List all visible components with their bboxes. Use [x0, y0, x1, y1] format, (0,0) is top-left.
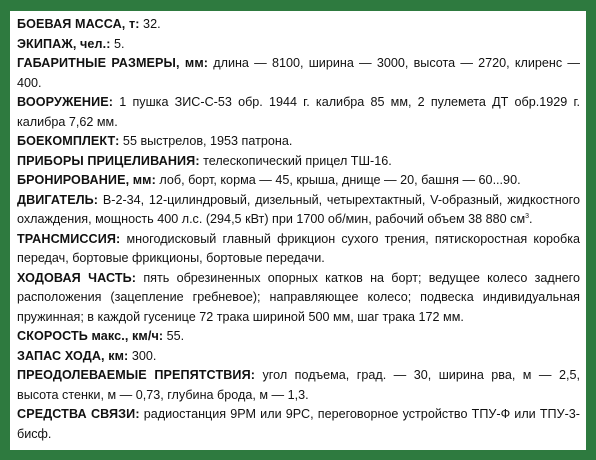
spec-label: СРЕДСТВА СВЯЗИ: — [17, 407, 140, 421]
spec-value-tail: . — [529, 212, 533, 226]
spec-range — [17, 347, 580, 367]
spec-combat-weight — [17, 15, 580, 35]
spec-obstacles — [17, 366, 580, 405]
spec-engine — [17, 191, 580, 230]
spec-value: многодисковый главный фрикцион сухого трения, пятискоростная коробка передач, бортовые фрикционы, бортовые передачи. — [17, 231, 580, 265]
spec-max-speed — [17, 327, 580, 347]
spec-value: радиостанция 9РМ или 9РС, переговорное устройство ТПУ-Ф или ТПУ-3-бисф. — [17, 407, 581, 441]
spec-ammunition — [17, 132, 580, 152]
spec-value: 32. — [139, 17, 161, 31]
spec-armament — [17, 93, 580, 132]
spec-value: 55 выстрелов, 1953 патрона. — [119, 134, 293, 148]
spec-label: БРОНИРОВАНИЕ, мм: — [17, 173, 156, 187]
spec-label: ХОДОВАЯ ЧАСТЬ: — [17, 270, 137, 285]
spec-value: 55. — [163, 329, 185, 343]
spec-label: ПРИБОРЫ ПРИЦЕЛИВАНИЯ: — [17, 153, 200, 168]
spec-running-gear — [17, 269, 580, 328]
spec-crew — [17, 35, 580, 55]
spec-value: 1 пушка ЗИС-С-53 обр. 1944 г. калибра 85 мм, 2 пулемета ДТ обр.1929 г. калибра 7,62 мм. — [17, 95, 580, 129]
spec-value: 5. — [110, 36, 125, 51]
spec-value: пять обрезиненных опорных катков на борт; ведущее колесо заднего расположения (зацепление гребневое); направляющее колесо; подвеска индивидуальная пружинная; в каждой гусенице 72 трака шириной 500 мм, шаг трака 172 мм. — [17, 270, 580, 324]
spec-value: 300. — [128, 348, 157, 363]
superscript-cubed: 3 — [525, 212, 530, 220]
spec-label: ВООРУЖЕНИЕ: — [17, 95, 114, 109]
spec-label: БОЕКОМПЛЕКТ: — [17, 134, 120, 148]
spec-label: БОЕВАЯ МАССА, т: — [17, 17, 140, 31]
spec-label: ЗАПАС ХОДА, км: — [17, 348, 129, 363]
spec-value: угол подъема, град. — 30, ширина рва, м — 2,5, высота стенки, м — 0,73, глубина брода, м — 1,3. — [17, 368, 580, 402]
spec-label: СКОРОСТЬ макс., км/ч: — [17, 329, 164, 343]
spec-label: ЭКИПАЖ, чел.: — [17, 36, 111, 51]
spec-armor — [17, 171, 580, 191]
spec-sights — [17, 152, 580, 172]
spec-label: ПРЕОДОЛЕВАЕМЫЕ ПРЕПЯТСТВИЯ: — [17, 368, 256, 382]
spec-label: ГАБАРИТНЫЕ РАЗМЕРЫ, мм: — [17, 56, 209, 70]
spec-value: телескопический прицел ТШ-16. — [199, 153, 392, 168]
spec-dimensions — [17, 54, 580, 93]
spec-communications — [17, 405, 580, 444]
spec-sheet — [10, 11, 586, 450]
spec-value: длина — 8100, ширина — 3000, высота — 2720, клиренс — 400. — [17, 56, 580, 90]
spec-label: ТРАНСМИССИЯ: — [17, 231, 121, 246]
spec-value: лоб, борт, корма — 45, крыша, днище — 20, башня — 60...90. — [155, 173, 521, 187]
spec-label: ДВИГАТЕЛЬ: — [17, 192, 99, 207]
spec-value: В-2-34, 12-цилиндровый, дизельный, четырехтактный, V-образный, жидкостного охлаждения, мощность 400 л.с. (294,5 кВт) при 1700 об/мин, рабочий объем 38 880 см — [17, 192, 580, 226]
spec-transmission — [17, 230, 580, 269]
